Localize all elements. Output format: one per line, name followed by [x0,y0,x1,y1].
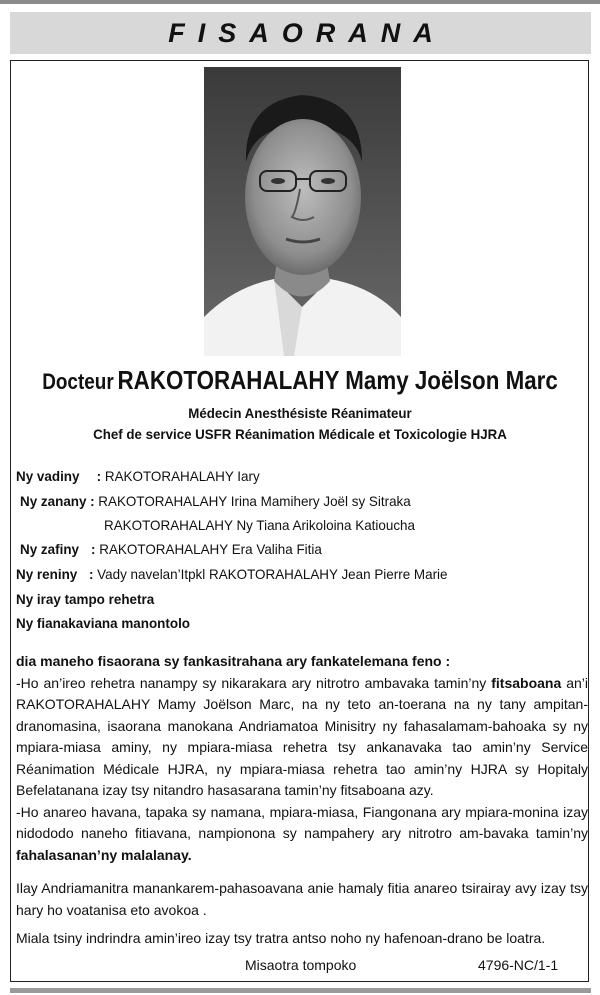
thanks-item-2: -Ho anareo havana, tapaka sy namana, mpiara-miasa, Fiangonana ary mpiara-monina izay nidododo naneho fitiavana, nampionona sy nampahery ary nitrotro am-bavaka tamin’ny fahalasanan’ny malalanay. [16,803,588,863]
portrait-photo [204,67,401,356]
blessing-paragraph: Ilay Andriamanitra manankarem-pahasoavana anie hamaly fitia anareo tsirairay avy izay tsy hary ho voatanisa eto avokoa . [16,880,588,918]
family-grandchildren: Ny zafiny : RAKOTORAHALAHY Era Valiha Fitia [20,541,322,557]
apology-paragraph: Miala tsiny indrindra amin’ireo izay tsy tratra antso noho ny hafenoan-drano be loatra. [16,930,546,946]
deceased-role-2: Chef de service USFR Réanimation Médicale et Toxicologie HJRA [93,426,507,442]
notice-title: FISAORANA [168,17,446,48]
whole-family-line: Ny fianakaviana manontolo [16,615,191,631]
bottom-rule [10,988,591,993]
thanks-heading: dia maneho fisaorana sy fankasitrahana ary fankatelemana feno : [16,653,451,669]
grandchildren-label: Ny zafiny [20,541,80,557]
bold-treatment: fitsaboana [491,674,562,691]
children-value-1: RAKOTORAHALAHY Irina Mamihery Joël sy Sitraka [98,493,411,509]
spouse-label: Ny vadiny [16,468,80,484]
mother-label: Ny reniny [16,566,78,582]
family-children: Ny zanany : RAKOTORAHALAHY Irina Mamihery Joël sy Sitraka [20,493,411,509]
family-spouse: Ny vadiny : RAKOTORAHALAHY Iary [16,468,260,484]
grandchildren-value: RAKOTORAHALAHY Era Valiha Fitia [99,541,322,557]
thanks-paragraph [16,651,588,866]
siblings-line: Ny iray tampo rehetra [16,591,155,607]
signature: Misaotra tompoko [245,957,357,973]
deceased-name: RAKOTORAHALAHY Mamy Joëlson Marc [117,365,558,395]
deceased-title: Docteur [42,369,114,394]
children-label: Ny zanany [20,493,87,509]
thanks-item-1: -Ho an’ireo rehetra nanampy sy nikarakara ary nitrotro ambavaka tamin’ny fitsaboana an’i RAKOTORAHALAHY Mamy Joëlson Marc, na ny teto an-toerana na ny tany ampitan-dranomasina, isaorana manokana Andriamatoa Minisitry ny fahasalamam-bahoaka sy ny mpiara-miasa aminy, ny mpiara-miasa rehetra tsy ankanavaka tao amin’ny Service Réanimation Médicale HJRA, ny mpiara-miasa rehetra tao amin’ny HJRA sy Hopitaly Befelatanana izay tsy nitandro hasasarana tamin’ny fitsaboana azy. [16,674,589,798]
mother-value: Vady navelan’Itpkl RAKOTORAHALAHY Jean Pierre Marie [97,566,448,582]
top-rule [0,0,600,4]
bold-passing: fahalasanan’ny malalanay. [16,846,192,863]
spouse-value: RAKOTORAHALAHY Iary [104,468,260,484]
reference-code: 4796-NC/1-1 [478,957,559,973]
family-mother: Ny reniny : Vady navelan’Itpkl RAKOTORAHALAHY Jean Pierre Marie [16,566,448,582]
header-banner [10,12,591,54]
deceased-role-1: Médecin Anesthésiste Réanimateur [188,405,412,421]
family-children-2 [104,517,415,533]
deceased-name-line [42,365,558,396]
children-value-2: RAKOTORAHALAHY Ny Tiana Arikoloina Katioucha [104,517,416,533]
portrait-image [204,67,401,356]
